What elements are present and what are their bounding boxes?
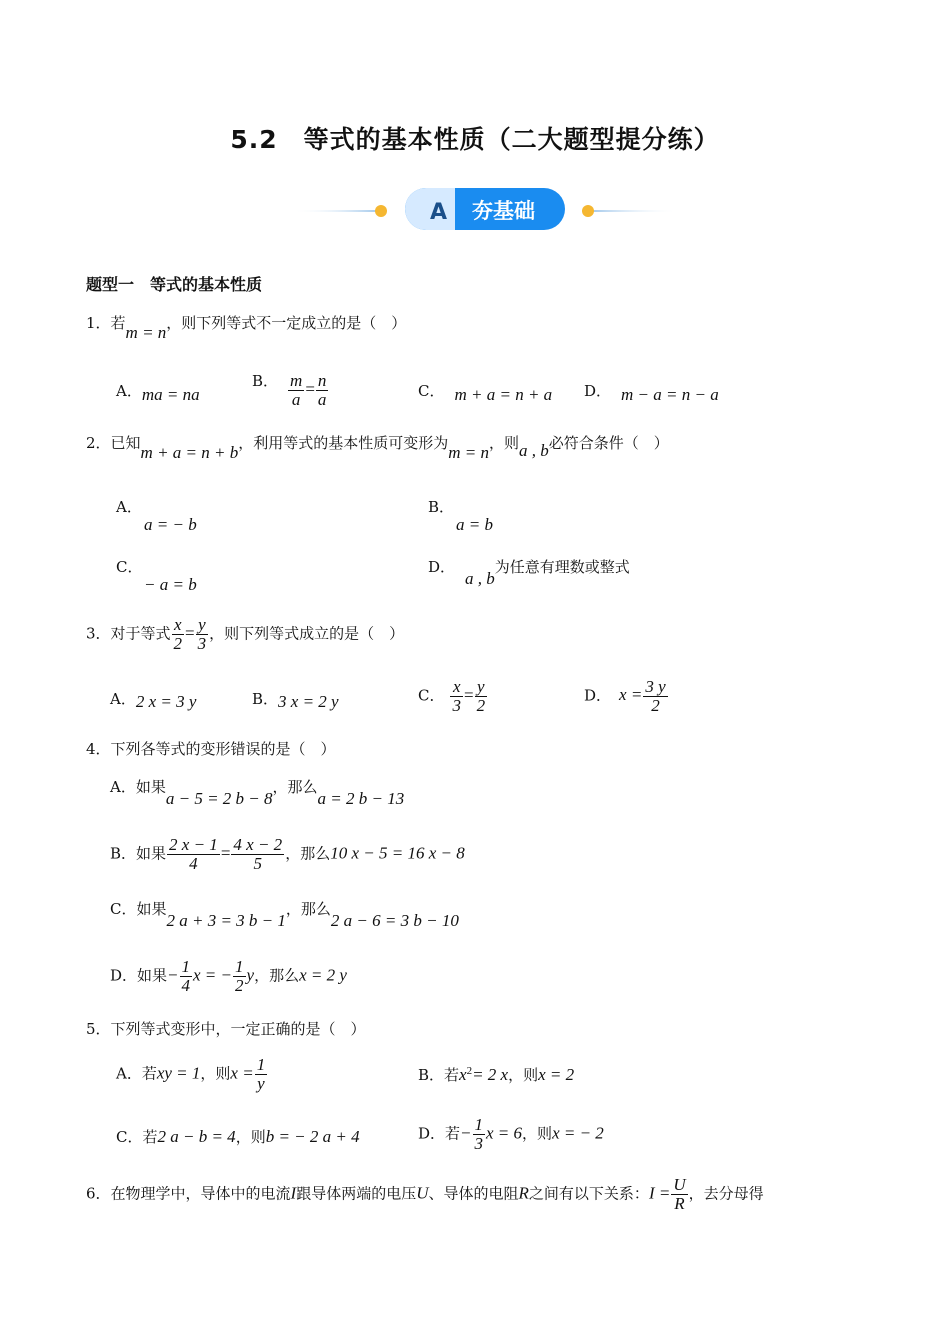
question-1-stem: 1．若m = n，则下列等式不一定成立的是（ ） <box>86 314 407 342</box>
question-3-stem: 3．对于等式 $\frac{x}{2}$ = $\frac{y}{3}$ ，则下列等式成立的是（ ） <box>86 615 405 653</box>
section-heading: 题型一 等式的基本性质 <box>86 275 263 294</box>
banner-right-dot <box>582 205 594 217</box>
q4-option-d[interactable]: D．如果− $\frac{1}{4}$ x = − $\frac{1}{2}$ y，那么x = 2 y <box>110 957 347 995</box>
q3-option-d[interactable]: D． x = $\frac{3 y}{2}$ <box>584 677 666 715</box>
q1-option-c[interactable]: C． m + a = n + a <box>418 382 553 404</box>
banner-left-dot <box>375 205 387 217</box>
question-4-stem: 4．下列各等式的变形错误的是（ ） <box>86 740 336 758</box>
q1-option-b[interactable]: B． $\frac{m}{a}$ = $\frac{n}{a}$ <box>252 371 327 409</box>
q2-option-b[interactable]: B． a = b <box>428 498 493 534</box>
q4-option-c[interactable]: C．如果2 a + 3 = 3 b − 1，那么2 a − 6 = 3 b − 10 <box>110 900 459 930</box>
q2-option-d[interactable]: D．a , b为任意有理数或整式 <box>428 558 630 588</box>
q1-option-a[interactable]: A．ma = na <box>116 382 200 404</box>
banner-right-line <box>590 210 678 212</box>
question-6-stem: 6．在物理学中，导体中的电流I跟导体两端的电压U、导体的电阻R之间有以下关系：I = $\frac{U}{R}$ ，去分母得 <box>86 1175 764 1213</box>
q3-option-c[interactable]: C． $\frac{x}{3}$ = $\frac{y}{2}$ <box>418 677 486 715</box>
q5-option-b[interactable]: B．若$x^2= 2$ x，则x = 2 <box>418 1065 575 1084</box>
banner-letter: A <box>430 200 448 225</box>
q4-option-b[interactable]: B．如果 $\frac{2 x - 1}{4}$ = $\frac{4 x - 2}{5}$ ，那么10 x − 5 = 16 x − 8 <box>110 835 465 873</box>
question-5-stem: 5．下列等式变形中，一定正确的是（ ） <box>86 1020 366 1038</box>
q4-option-a[interactable]: A．如果a − 5 = 2 b − 8，那么a = 2 b − 13 <box>110 778 405 808</box>
banner-left-line <box>292 210 380 212</box>
page-title: 5.2 等式的基本性质（二大题型提分练） <box>230 125 720 154</box>
q5-option-a[interactable]: A．若xy = 1，则x = $\frac{1}{y}$ <box>116 1055 266 1093</box>
q2-option-a[interactable]: A． a = − b <box>116 498 197 534</box>
q1-option-d[interactable]: D． m − a = n − a <box>584 382 719 404</box>
q3-option-b[interactable]: B．3 x = 2 y <box>252 690 339 711</box>
q2-option-c[interactable]: C． − a = b <box>116 558 197 594</box>
q5-option-d[interactable]: D．若− $\frac{1}{3}$ x = 6，则x = − 2 <box>418 1115 604 1153</box>
question-2-stem: 2．已知m + a = n + b，利用等式的基本性质可变形为m = n，则a , b必符合条件（ ） <box>86 434 669 462</box>
section-banner <box>292 184 678 234</box>
banner-text: 夯基础 <box>472 199 535 223</box>
q5-option-c[interactable]: C．若2 a − b = 4，则b = − 2 a + 4 <box>116 1127 360 1146</box>
q3-option-a[interactable]: A．2 x = 3 y <box>110 690 197 711</box>
